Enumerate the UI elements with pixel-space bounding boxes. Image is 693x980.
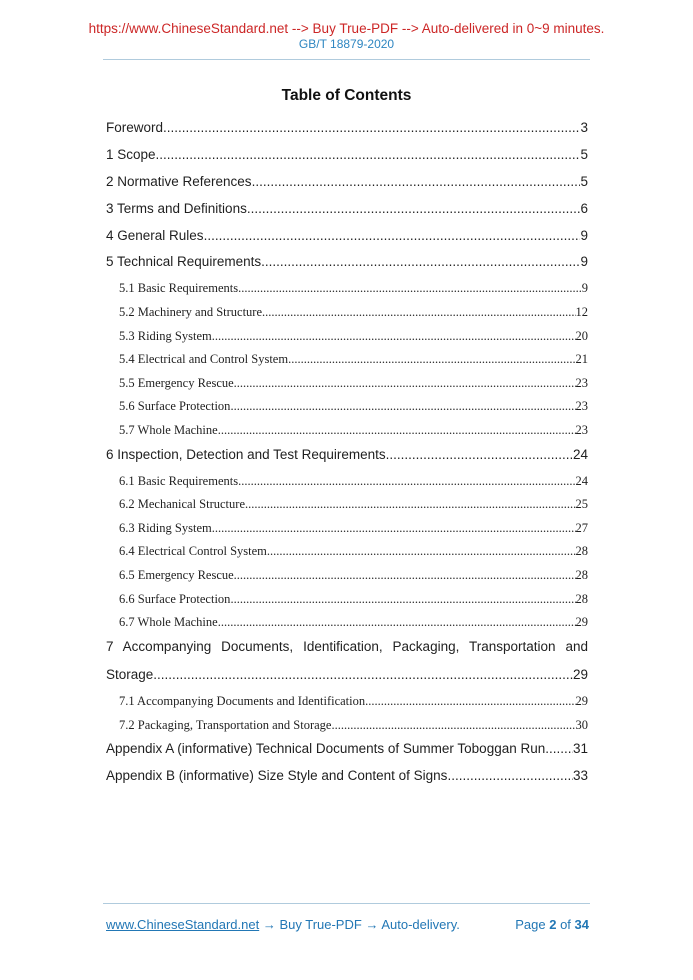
toc-entry-label: 5.7 Whole Machine [119, 423, 218, 437]
toc-entry-label: 5.5 Emergency Rescue [119, 375, 234, 390]
header-notice-link[interactable]: https://www.ChineseStandard.net --> Buy True-PDF --> Auto-delivered in 0~9 minutes. [88, 21, 605, 36]
toc-page-number: 31 [572, 741, 588, 757]
toc-entry-label: 3 Terms and Definitions [106, 200, 247, 216]
toc-entry [106, 592, 588, 608]
toc-entry [106, 120, 588, 137]
toc-entry [106, 544, 588, 560]
toc-page-number: 33 [572, 768, 588, 784]
toc-entry-label: 5.4 Electrical and Control System [119, 352, 289, 367]
toc-entry [106, 497, 588, 513]
toc-dot-leader [386, 447, 573, 464]
toc-dot-leader [156, 147, 581, 164]
toc-entry [106, 667, 588, 684]
toc-entry [106, 201, 588, 218]
toc-dot-leader [238, 474, 575, 490]
toc-entry [106, 376, 588, 392]
footer-left-text [106, 917, 460, 932]
toc-dot-leader [163, 120, 580, 137]
toc-page-number: 27 [575, 520, 588, 535]
footer-arrow-icon: → [365, 917, 379, 932]
toc-entry-label: 6.1 Basic Requirements [119, 473, 239, 488]
toc-dot-leader [218, 423, 576, 439]
toc-page-number: 9 [580, 227, 588, 243]
toc-dot-leader [261, 254, 580, 271]
toc-dot-leader [238, 281, 582, 297]
toc-entry [106, 741, 588, 758]
toc-page-number: 3 [580, 120, 588, 135]
toc-entry-label: 6.7 Whole Machine [119, 615, 218, 630]
toc-dot-leader [230, 592, 575, 608]
footer-buy-text: Buy True-PDF [279, 917, 362, 932]
toc-page-number: 5 [580, 146, 588, 162]
toc-dot-leader [262, 305, 575, 321]
toc-entry [106, 423, 588, 439]
toc-page-number: 12 [575, 304, 588, 319]
toc-entry-line1: 7 Accompanying Documents, Identification, Packaging, Transportation and [106, 638, 588, 654]
toc-entry-label: Storage [106, 667, 154, 683]
toc-entry [106, 568, 588, 584]
toc-page-number: 28 [575, 568, 588, 582]
toc-entry [106, 329, 588, 345]
toc-entry [106, 281, 588, 297]
footer-delivery-text: Auto-delivery. [381, 917, 460, 932]
toc-entry-label: Appendix A (informative) Technical Documents of Summer Toboggan Run [106, 741, 546, 757]
toc-entry [106, 305, 588, 321]
toc-dot-leader [247, 201, 581, 218]
toc-entry-label: 1 Scope [106, 146, 156, 162]
toc-entry-label: 5.1 Basic Requirements [119, 281, 239, 296]
toc-entry-label: 5.6 Surface Protection [119, 399, 231, 414]
toc-entry-label: Appendix B (informative) Size Style and Content of Signs [106, 768, 448, 784]
toc-dot-leader [153, 667, 573, 684]
toc-entry-label: 6.5 Emergency Rescue [119, 568, 234, 582]
toc-page-number: 29 [575, 615, 588, 630]
footer-site-link[interactable]: www.ChineseStandard.net [106, 917, 260, 932]
toc-entry-label: 6.3 Riding System [119, 520, 212, 535]
toc-entry-label: 5 Technical Requirements [106, 254, 262, 270]
toc-entry-label: 2 Normative References [106, 173, 252, 189]
toc-page-number: 24 [572, 446, 588, 462]
toc-page-number: 9 [581, 281, 588, 296]
toc-page-number: 30 [575, 717, 588, 732]
toc-list [106, 120, 588, 795]
toc-page-number: 25 [575, 497, 588, 512]
toc-dot-leader [212, 329, 576, 345]
toc-page-number: 23 [575, 399, 588, 414]
toc-entry-label: 7.2 Packaging, Transportation and Storage [119, 717, 332, 732]
toc-entry [106, 447, 588, 464]
toc-page-number: 23 [575, 423, 588, 437]
toc-page-number: 21 [575, 352, 588, 367]
toc-entry [106, 768, 588, 785]
toc-entry [106, 615, 588, 631]
toc-entry [106, 474, 588, 490]
toc-page-number: 9 [580, 254, 588, 270]
of-word: of [560, 917, 571, 932]
toc-entry [106, 718, 588, 734]
header-divider [103, 59, 590, 60]
toc-page-number: 29 [575, 694, 588, 709]
toc-page-number: 28 [575, 591, 588, 606]
toc-entry [106, 228, 588, 245]
standard-code: GB/T 18879-2020 [298, 37, 395, 51]
toc-dot-leader [204, 228, 581, 245]
page-total: 34 [574, 917, 589, 932]
page-word: Page [515, 917, 546, 932]
toc-entry-label: 6.6 Surface Protection [119, 591, 231, 606]
toc-entry [106, 399, 588, 415]
page-indicator [515, 917, 589, 932]
toc-entry-label: 5.3 Riding System [119, 328, 212, 343]
toc-entry-label: 6 Inspection, Detection and Test Requirements [106, 446, 386, 462]
toc-entry-label: 7.1 Accompanying Documents and Identification [119, 694, 366, 709]
toc-entry [106, 352, 588, 368]
toc-page-number: 29 [572, 667, 588, 683]
toc-entry-label: 6.2 Mechanical Structure [119, 497, 245, 512]
toc-page-number: 24 [575, 473, 588, 488]
toc-page-number: 20 [575, 328, 588, 343]
toc-entry [106, 521, 588, 537]
toc-dot-leader [252, 174, 581, 191]
toc-dot-leader [267, 544, 576, 560]
toc-page-number: 28 [575, 544, 588, 559]
toc-dot-leader [212, 521, 576, 537]
toc-dot-leader [288, 352, 575, 368]
toc-dot-leader [365, 694, 575, 710]
toc-entry [106, 174, 588, 191]
toc-dot-leader [234, 376, 576, 392]
toc-entry [106, 254, 588, 271]
toc-dot-leader [545, 741, 573, 758]
toc-entry [106, 694, 588, 710]
toc-entry-label: 5.2 Machinery and Structure [119, 304, 263, 319]
toc-dot-leader [234, 568, 576, 584]
page-current: 2 [549, 917, 557, 932]
toc-page-number: 23 [575, 375, 588, 390]
footer [106, 917, 589, 932]
toc-page-number: 5 [580, 173, 588, 189]
toc-dot-leader [218, 615, 576, 631]
toc-entry [106, 147, 588, 164]
toc-entry-label: 6.4 Electrical Control System [119, 544, 267, 559]
toc-dot-leader [245, 497, 576, 513]
toc-entry-label: 4 General Rules [106, 227, 204, 243]
toc-dot-leader [331, 718, 575, 734]
page-title: Table of Contents [281, 87, 412, 104]
toc-entry-label: Foreword [106, 120, 164, 135]
footer-arrow-icon: → [262, 917, 276, 932]
toc-dot-leader [447, 768, 573, 785]
toc-dot-leader [230, 399, 575, 415]
footer-divider [103, 903, 590, 904]
toc-page-number: 6 [580, 200, 588, 216]
